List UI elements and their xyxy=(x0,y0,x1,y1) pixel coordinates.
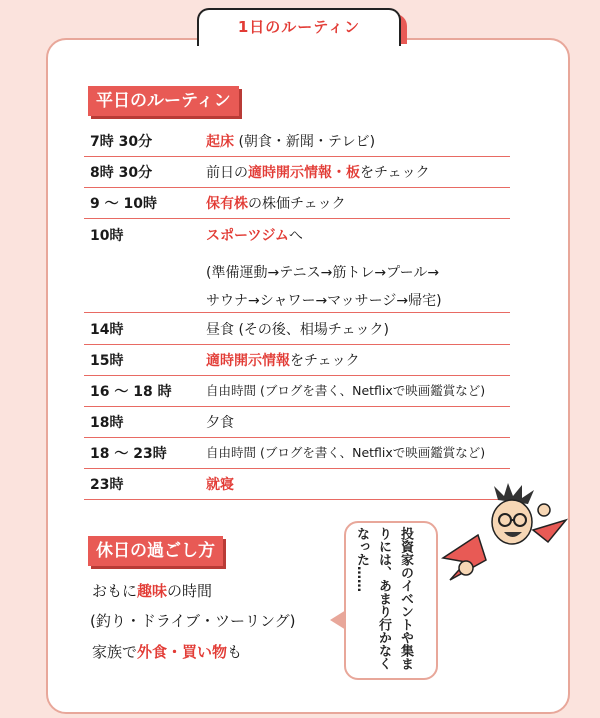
routine-description xyxy=(206,412,234,432)
highlight-text: 保有株 xyxy=(206,196,248,212)
routine-time: 18時 xyxy=(90,415,124,431)
routine-description xyxy=(206,193,346,213)
description-text: 前日の xyxy=(206,165,248,181)
holiday-text: 家族で xyxy=(92,643,138,661)
description-text: へ xyxy=(288,228,303,244)
routine-time: 9 〜 10時 xyxy=(90,196,157,212)
holiday-line-2: (釣り・ドライブ・ツーリング) xyxy=(90,612,296,630)
description-text: 自由時間 (ブログを書く、Netflixで映画鑑賞など) xyxy=(206,383,486,398)
description-text: 昼食 (その後、相場チェック) xyxy=(206,322,389,338)
highlight-text: 適時開示情報・板 xyxy=(248,165,360,181)
holiday-line-1 xyxy=(92,580,212,601)
routine-row xyxy=(84,315,510,345)
description-text: をチェック xyxy=(290,353,360,369)
routine-description xyxy=(206,131,375,151)
highlight-text: スポーツジム xyxy=(206,228,289,244)
speech-bubble-text: 投資家のイベントや集まりには、あまり行かなくなった…… xyxy=(354,527,413,670)
routine-time: 16 〜 18 時 xyxy=(90,384,172,400)
routine-time: 7時 30分 xyxy=(90,134,153,150)
page-title: 1日のルーティン xyxy=(237,18,361,36)
routine-time: 8時 30分 xyxy=(90,165,153,181)
gym-detail-line-1: (準備運動→テニス→筋トレ→プール→ xyxy=(206,265,440,281)
routine-time: 15時 xyxy=(90,353,124,369)
description-text: をチェック xyxy=(360,165,430,181)
holiday-text: おもに xyxy=(92,582,138,600)
holiday-text: も xyxy=(227,643,243,661)
description-text: (朝食・新聞・テレビ) xyxy=(234,134,376,150)
investor-character-illustration xyxy=(438,480,568,590)
holiday-label: 休日の過ごし方 xyxy=(88,536,223,566)
holiday-highlight: 外食・買い物 xyxy=(137,643,228,661)
routine-description xyxy=(206,162,430,182)
routine-time: 14時 xyxy=(90,322,124,338)
routine-row xyxy=(84,189,510,219)
routine-description xyxy=(206,381,485,399)
description-text: 夕食 xyxy=(206,415,234,431)
routine-row xyxy=(84,408,510,438)
routine-description xyxy=(206,225,303,245)
routine-time: 18 〜 23時 xyxy=(90,446,167,462)
holiday-line-3 xyxy=(92,641,242,662)
routine-row xyxy=(84,439,510,469)
description-text: 自由時間 (ブログを書く、Netflixで映画鑑賞など) xyxy=(206,445,486,460)
routine-time: 10時 xyxy=(90,228,124,244)
holiday-text: の時間 xyxy=(167,582,213,600)
routine-row xyxy=(84,377,510,407)
holiday-highlight: 趣味 xyxy=(137,582,168,600)
routine-description xyxy=(206,350,360,370)
routine-row xyxy=(84,158,510,188)
gym-detail-line-2: サウナ→シャワー→マッサージ→帰宅) xyxy=(206,293,442,309)
description-text: の株価チェック xyxy=(248,196,346,212)
routine-description xyxy=(206,443,485,461)
highlight-text: 適時開示情報 xyxy=(206,353,290,369)
routine-row xyxy=(84,127,510,157)
routine-time: 23時 xyxy=(90,477,124,493)
routine-description xyxy=(206,474,234,494)
routine-description xyxy=(206,319,389,339)
highlight-text: 就寝 xyxy=(206,477,234,493)
weekday-label: 平日のルーティン xyxy=(88,86,239,116)
highlight-text: 起床 xyxy=(206,134,234,150)
routine-row xyxy=(84,346,510,376)
